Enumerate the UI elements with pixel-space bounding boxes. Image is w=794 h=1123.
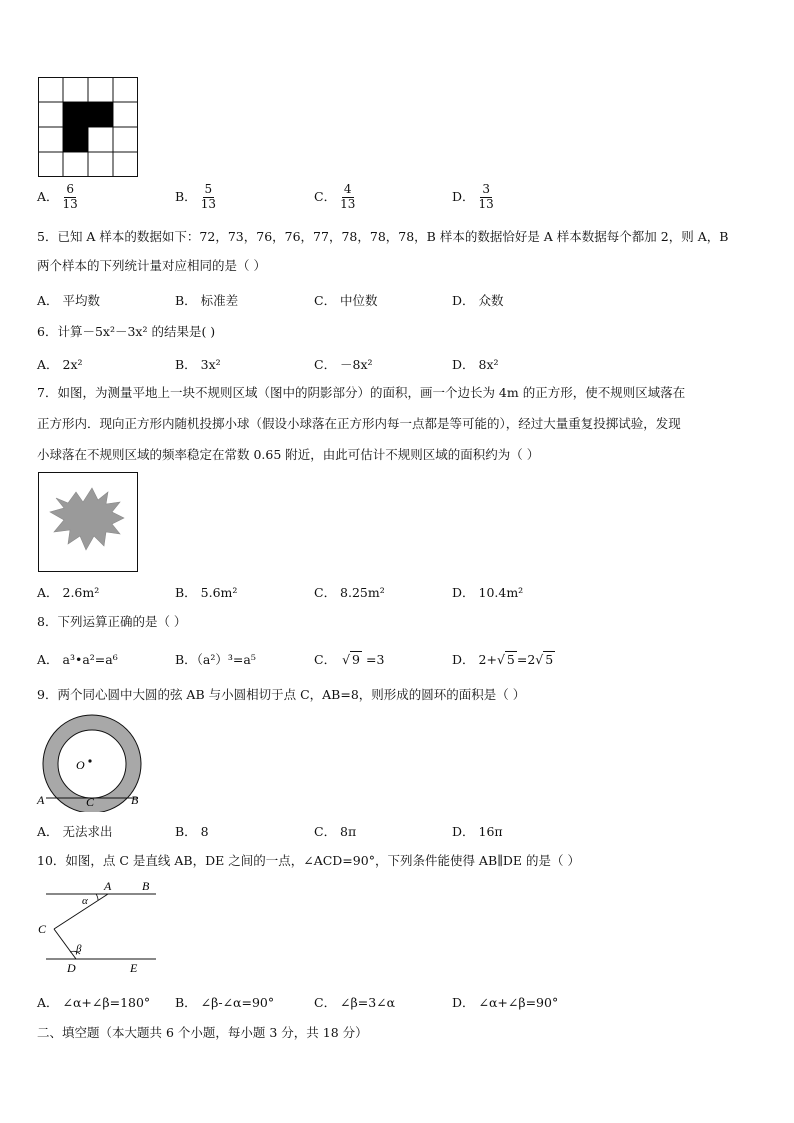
- q5-option-a: A． 平均数: [37, 293, 101, 308]
- label-beta: β: [76, 943, 82, 955]
- q4-option-c: C． $\frac{4}{13}$: [314, 182, 356, 211]
- q7-line-2: 正方形内．现向正方形内随机投掷小球（假设小球落在正方形内每一点都是等可能的），经过大量重复投掷试验，发现: [37, 416, 681, 431]
- q6-option-b: B． 3x²: [175, 357, 221, 372]
- q10-option-a: A． ∠α+∠β=180°: [37, 995, 151, 1010]
- q5-line-2: 两个样本的下列统计量对应相同的是（ ）: [37, 258, 266, 273]
- q4-option-a: A． $\frac{6}{13}$: [37, 182, 78, 211]
- q9-option-a: A． 无法求出: [37, 824, 113, 839]
- q9-stem: 9．两个同心圆中大圆的弦 AB 与小圆相切于点 C，AB=8，则形成的圆环的面积是（ ）: [37, 687, 526, 702]
- label-o: O: [76, 758, 85, 772]
- section-heading: 二、填空题（本大题共 6 个小题，每小题 3 分，共 18 分）: [37, 1025, 368, 1040]
- irregular-region-figure: [38, 472, 138, 572]
- q6-option-d: D． 8x²: [452, 357, 499, 372]
- q9-option-c: C． 8π: [314, 824, 357, 839]
- label-c: C: [38, 922, 47, 936]
- label-a: A: [37, 793, 45, 807]
- q10-option-b: B． ∠β-∠α=90°: [175, 995, 275, 1010]
- q7-option-c: C． 8.25m²: [314, 585, 385, 600]
- q5-option-c: C． 中位数: [314, 293, 378, 308]
- q7-option-a: A． 2.6m²: [37, 585, 100, 600]
- q10-option-c: C． ∠β=3∠α: [314, 995, 396, 1010]
- q7-line-1: 7．如图，为测量平地上一块不规则区域（图中的阴影部分）的面积，画一个边长为 4m 的正方形，使不规则区域落在: [37, 385, 686, 400]
- q4-option-d: D． $\frac{3}{13}$: [452, 182, 494, 211]
- label-alpha: α: [82, 895, 88, 907]
- q7-line-3: 小球落在不规则区域的频率稳定在常数 0.65 附近，由此可估计不规则区域的面积约为（ ）: [37, 447, 540, 462]
- q10-option-d: D． ∠α+∠β=90°: [452, 995, 559, 1010]
- label-c: C: [86, 795, 95, 809]
- q5-option-b: B． 标准差: [175, 293, 239, 308]
- q6-option-c: C． －8x²: [314, 357, 373, 372]
- q6-option-a: A． 2x²: [37, 357, 83, 372]
- label-a: A: [104, 879, 112, 893]
- label-e: E: [130, 961, 138, 975]
- q8-option-b: B．（a²）³=a⁵: [175, 652, 256, 667]
- q10-stem: 10．如图，点 C 是直线 AB，DE 之间的一点，∠ACD=90°，下列条件能使得 AB∥DE 的是（ ）: [37, 853, 580, 868]
- q8-option-d: D． 2+√ 5 =2√ 5: [452, 652, 554, 667]
- label-d: D: [67, 961, 76, 975]
- q5-line-1: 5．已知 A 样本的数据如下：72，73，76，76，77，78，78，78，B 样本的数据恰好是 A 样本数据每个都加 2，则 A，B: [37, 229, 729, 244]
- grid-figure: [38, 77, 138, 177]
- label-b: B: [142, 879, 150, 893]
- q7-option-d: D． 10.4m²: [452, 585, 524, 600]
- q9-option-d: D． 16π: [452, 824, 503, 839]
- q9-option-b: B． 8: [175, 824, 209, 839]
- q5-option-d: D． 众数: [452, 293, 504, 308]
- label-b: B: [131, 793, 139, 807]
- parallel-lines-figure: [34, 876, 160, 976]
- q8-option-a: A． a³•a²=a⁶: [37, 652, 118, 667]
- q8-option-c: C． √ 9 =3: [314, 652, 385, 667]
- q8-stem: 8．下列运算正确的是（ ）: [37, 614, 187, 629]
- q7-option-b: B． 5.6m²: [175, 585, 238, 600]
- q4-option-b: B． $\frac{5}{13}$: [175, 182, 216, 211]
- concentric-circles-figure: [34, 712, 146, 812]
- q6-stem: 6．计算－5x²－3x² 的结果是( ): [37, 324, 216, 339]
